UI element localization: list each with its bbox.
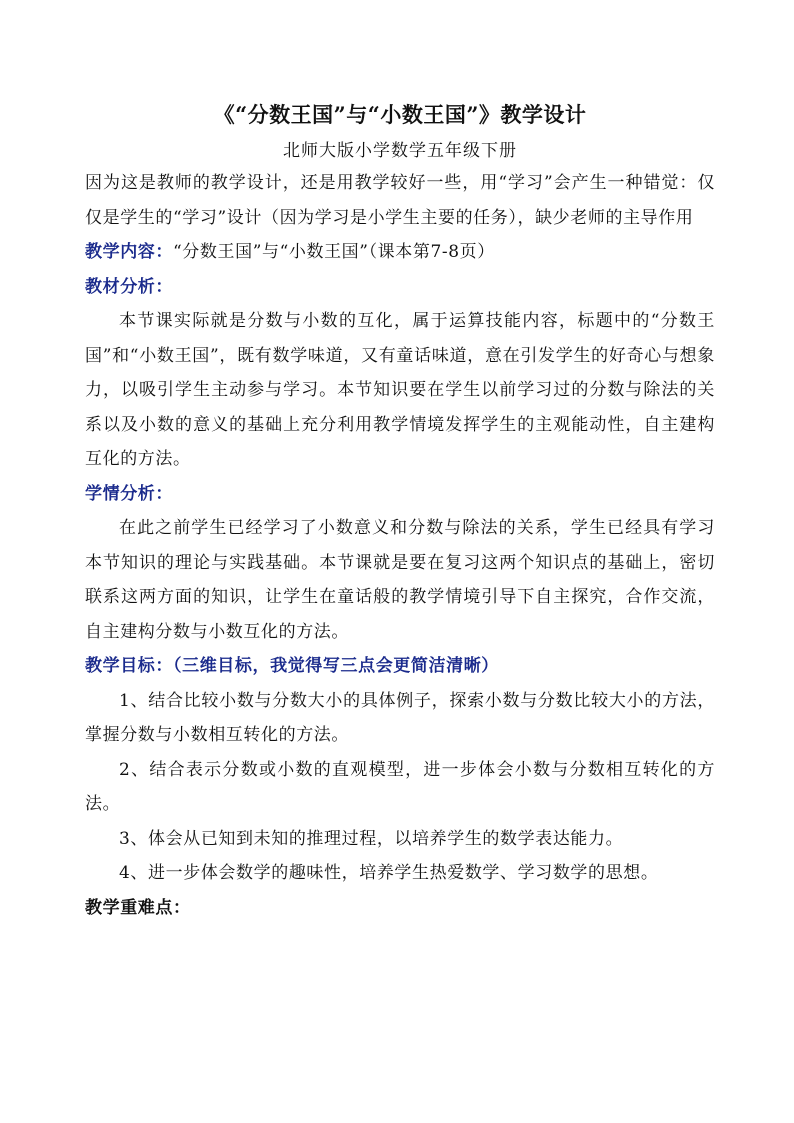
intro-comment: 因为这是教师的教学设计，还是用教学较好一些，用“学习”会产生一种错觉：仅仅是学生的“学习”设计（因为学习是小学生主要的任务），缺少老师的主导作用 [85, 173, 715, 228]
key-points-heading [85, 891, 715, 926]
objective-item: 3、体会从已知到未知的推理过程，以培养学生的数学表达能力。 [119, 828, 624, 849]
material-analysis-heading [85, 270, 715, 305]
objectives-heading [85, 649, 715, 684]
document-subtitle: 北师大版小学数学五年级下册 [283, 141, 517, 161]
teaching-content-section [85, 235, 715, 270]
objective-item: 2、结合表示分数或小数的直观模型，进一步体会小数与分数相互转化的方法。 [85, 759, 715, 814]
teaching-content-label: 教学内容： [85, 242, 173, 262]
material-analysis-label: 教材分析： [85, 276, 173, 297]
material-analysis-text: 本节课实际就是分数与小数的互化，属于运算技能内容，标题中的“分数王国”和“小数王国”，既有数学味道，又有童话味道，意在引发学生的好奇心与想象力，以吸引学生主动参与学习。本节知识要在学生以前学习过的分数与除法的关系以及小数的意义的基础上充分利用教学情境发挥学生的主观能动性，自主建构互化的方法。 [85, 311, 715, 469]
key-points-label: 教学重难点： [85, 897, 191, 918]
student-analysis-text: 在此之前学生已经学习了小数意义和分数与除法的关系，学生已经具有学习本节知识的理论与实践基础。本节课就是要在复习这两个知识点的基础上，密切联系这两方面的知识，让学生在童话般的教学情境引导下自主探究，合作交流，自主建构分数与小数互化的方法。 [85, 518, 715, 642]
objectives-note: （三维目标，我觉得写三点会更简洁清晰） [173, 656, 499, 676]
objectives-label: 教学目标： [85, 656, 173, 676]
student-analysis-label: 学情分析： [85, 483, 173, 504]
document-page [85, 98, 715, 925]
document-title: 《“分数王国”与“小数王国”》教学设计 [213, 102, 587, 127]
student-analysis-heading [85, 477, 715, 512]
teaching-content-text: “分数王国”与“小数王国”（课本第7-8页） [173, 242, 495, 262]
objective-item: 1、结合比较小数与分数大小的具体例子，探索小数与分数比较大小的方法，掌握分数与小数相互转化的方法。 [85, 690, 715, 745]
objective-item: 4、进一步体会数学的趣味性，培养学生热爱数学、学习数学的思想。 [119, 863, 659, 883]
